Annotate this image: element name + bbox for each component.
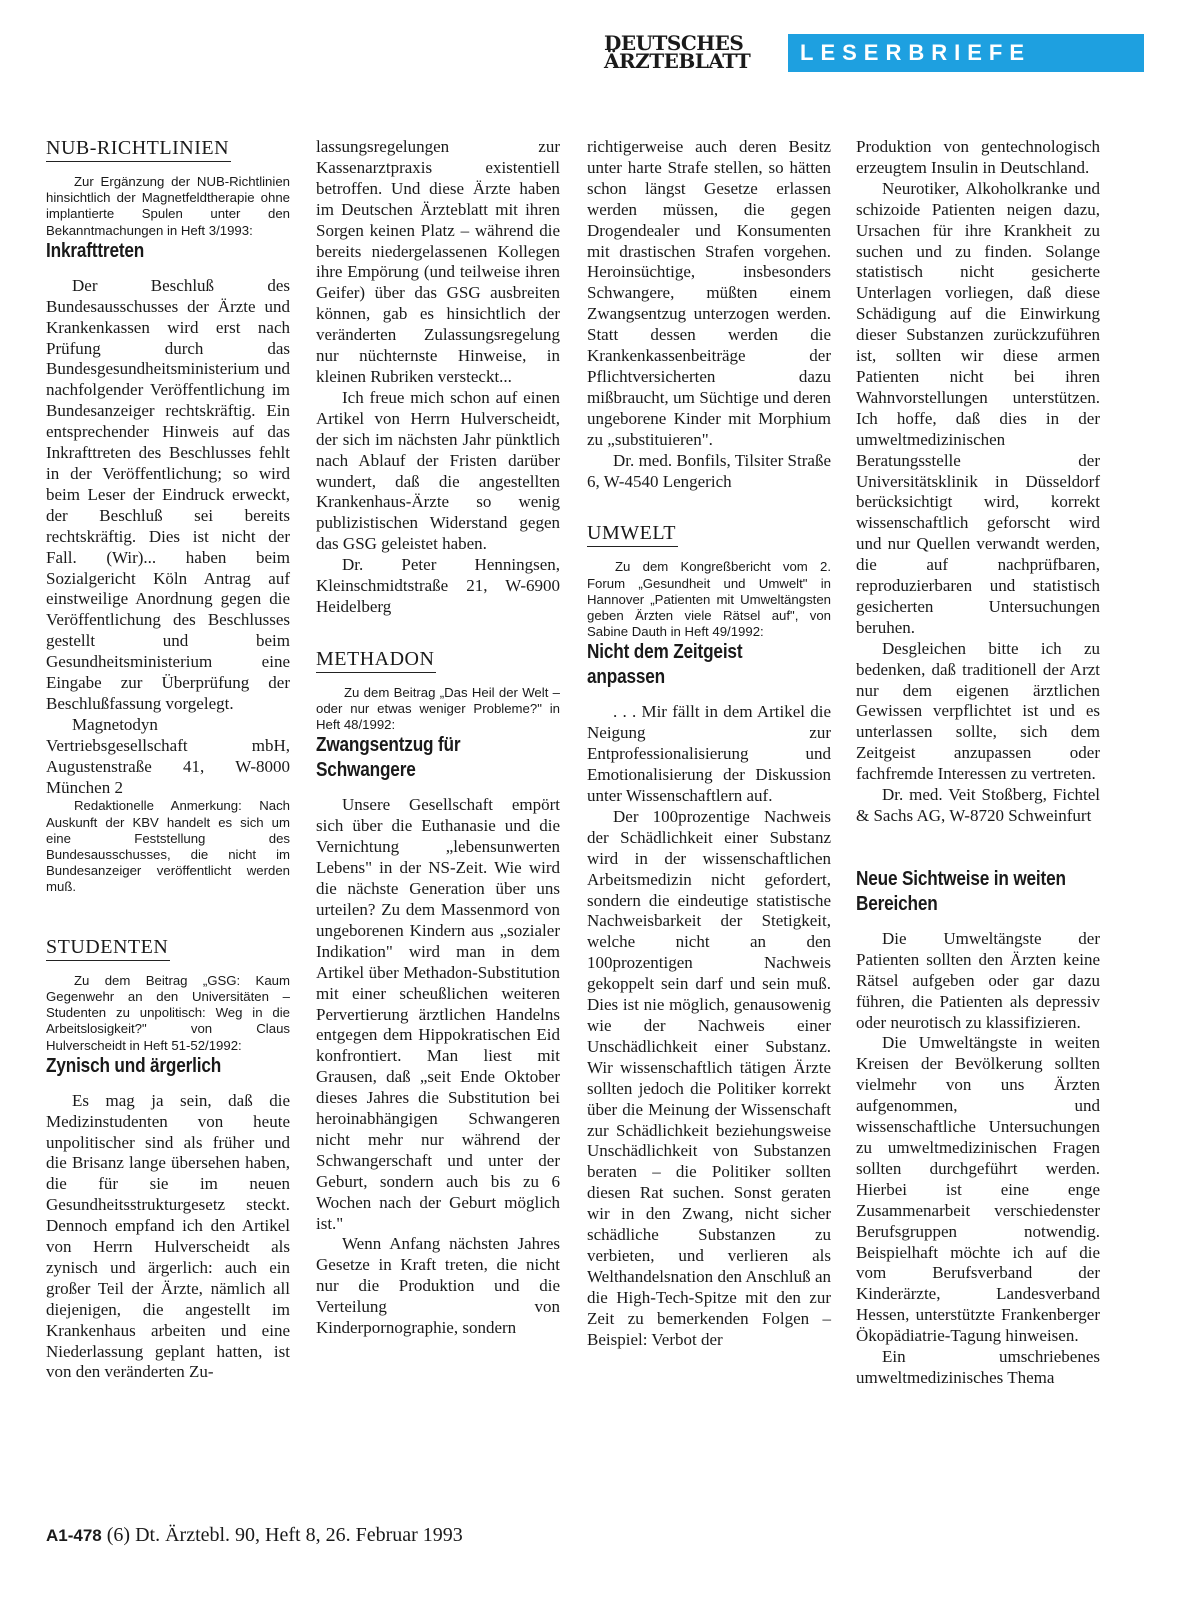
masthead: [604, 31, 1144, 74]
letter-body: Ich freue mich schon auf einen Artikel von Herrn Hulverscheidt, der sich im nächsten Jahr pünktlich nach Ablauf der Fristen darüber wundert, daß die angestellten Krankenhaus-Ärzte so wenig publizistischen Widerstand gegen das GSG geleistet haben.: [316, 387, 560, 554]
letter-signature: Magnetodyn Vertriebsgesellschaft mbH, Augustenstraße 41, W-8000 München 2: [46, 714, 290, 797]
letter-body: Ein umschriebenes umweltmedizinisches Thema: [856, 1347, 1100, 1387]
letter-body: Der Beschluß des Bundesausschusses der Ärzte und Krankenkassen wird erst nach Prüfung durch das Bundesgesundheitsministerium und nachfolgender Veröffentlichung im Bundesanzeiger rechtskräftig. Ein entsprechender Hinweis auf das Inkrafttreten des Beschlusses fehlt in der Veröffentlichung; so wird beim Leser der Eindruck erweckt, der Beschluß sei bereits rechtskräftig. Dies ist nicht der Fall. (Wir)... haben beim Sozialgericht Köln Antrag auf einstweilige Anordnung gegen die Veröffentlichung des Beschlusses gestellt und beim Gesundheitsministerium eine Eingabe zur Überprüfung der Beschlußfassung vorgelegt.: [46, 275, 290, 713]
section-gap: [587, 492, 831, 522]
rubric-methadon: METHADON: [316, 648, 436, 673]
letter-body: Produktion von gentechnologisch erzeugtem Insulin in Deutschland.: [856, 137, 1100, 177]
letter-body: Neurotiker, Alkoholkranke und schizoide Patienten neigen dazu, Ursachen für ihre Krankheit zu suchen und zu finden. Solange statistisch nicht gesicherte Unterlagen vorliegen, daß diese Schädigung auf die Einwirkung dieser Substanzen zurückzuführen ist, sollten wir diese armen Patienten nicht bei ihren Wahnvorstellungen unterstützen. Ich hoffe, daß dies in der umweltmedizinischen Beratungsstelle der Universitätsklinik in Düsseldorf berücksichtigt wird, korrekt wissenschaftlich geforscht wird und nur Quellen verwandt werden, die auf nachprüfbaren, reproduzierbaren und statistisch gesicherten Untersuchungen beruhen.: [856, 178, 1100, 637]
column-1: [46, 137, 290, 1383]
letter-headline: Nicht dem Zeitgeist anpassen: [587, 641, 743, 689]
section-gap: [46, 896, 290, 936]
page-number: A1-478: [46, 1526, 102, 1545]
letter-signature: Dr. Peter Henningsen, Kleinschmidtstraße 21, W-6900 Heidelberg: [316, 555, 560, 616]
rubric-studenten: STUDENTEN: [46, 936, 170, 961]
letter-body: richtigerweise auch deren Besitz unter harte Strafe stellen, so hätten schon längst Gesetze erlassen werden müssen, die gegen Drogendealer und Konsumenten mit drastischen Strafen vorgehen. Heroinsüchtige, insbesonders Schwangere, müßten einem Zwangsentzug unterzogen werden. Statt dessen werden die Krankenkassenbeiträge der Pflichtversicherten dazu mißbraucht, um Süchtige und deren ungeborene Kinder mit Morphium zu „substituieren".: [587, 137, 831, 449]
letter-body: lassungsregelungen zur Kassenarztpraxis existentiell betroffen. Und diese Ärzte haben im Deutschen Ärzteblatt mit ihren Sorgen keinen Platz – während die bereits niedergelassenen Kollegen ihre Empörung (und teilweise ihren Geifer) über das GSG ausbreiten können, gab es hinsichtlich der veränderten Zulassungsregelung nur nüchternste Hinweise, in kleinen Rubriken versteckt...: [316, 137, 560, 386]
letter-signature: Dr. med. Bonfils, Tilsiter Straße 6, W-4540 Lengerich: [587, 450, 831, 491]
letter-intro: Zur Ergänzung der NUB-Richtlinien hinsichtlich der Magnetfeldtherapie ohne implantierte Spulen unter den Bekanntmachungen in Heft 3/1993:: [46, 174, 290, 238]
letter-body: Unsere Gesellschaft empört sich über die Euthanasie und die Vernichtung „lebensunwerten Lebens" in der NS-Zeit. Wie wird die nächste Generation über uns urteilen? Zu dem Massenmord von ungeborenen Kindern aus „sozialer Indikation" wird man in dem Artikel über Methadon-Substitution mit einer scheußlichen weiteren Pervertierung ärztlichen Handelns entgegen dem Hippokratischen Eid konfrontiert. Man liest mit Grausen, daß „seit Ende Oktober dieses Jahres die Substitution bei heroinabhängigen Schwangeren nicht mehr nur während der Schwangerschaft und unter der Geburt, sondern auch bis zu 6 Wochen nach der Geburt möglich ist.": [316, 795, 560, 1233]
rubric-nub-richtlinien: NUB-RICHTLINIEN: [46, 137, 231, 162]
letter-intro: Zu dem Kongreßbericht vom 2. Forum „Gesundheit und Umwelt" in Hannover „Patienten mit Umweltängsten geben Ärzten viele Rätsel auf", von Sabine Dauth in Heft 49/1992:: [587, 559, 831, 640]
letter-headline: Zynisch und ärgerlich: [46, 1054, 222, 1077]
citation: (6) Dt. Ärztebl. 90, Heft 8, 26. Februar 1993: [106, 1524, 463, 1546]
letter-intro: Zu dem Beitrag „GSG: Kaum Gegenwehr an den Universitäten – Studenten zu unpolitisch: Weg in die Arbeitslosigkeit?" von Claus Hulverscheidt in Heft 51-52/1992:: [46, 972, 290, 1053]
letter-body: Desgleichen bitte ich zu bedenken, daß traditionell der Arzt nur dem eigenen ärztlichen Gewissen verpflichtet ist und es unterlassen sollte, sich dem Zeitgeist anzupassen oder fachfremde Interessen zu vertreten.: [856, 638, 1100, 784]
section-gap: [316, 618, 560, 648]
page-footer: [46, 1524, 463, 1547]
section-gap: [856, 827, 1100, 867]
letter-body: Wenn Anfang nächsten Jahres Gesetze in Kraft treten, die nicht nur die Produktion und die Verteilung von Kinderpornographie, sondern: [316, 1234, 560, 1338]
editorial-note: Redaktionelle Anmerkung: Nach Auskunft der KBV handelt es sich um eine Feststellung des Bundesausschusses, die nicht im Bundesanzeiger veröffentlicht werden muß.: [46, 798, 290, 895]
journal-title: [604, 31, 774, 73]
section-banner: [788, 34, 1144, 72]
letter-body: Die Umweltängste in weiten Kreisen der Bevölkerung sollten vielmehr von uns Ärzten aufgenommen, und wissenschaftliche Untersuchungen zu umweltmedizinischen Fragen sollten durchgeführt werden. Hierbei ist eine enge Zusammenarbeit verschiedenster Berufsgruppen notwendig. Beispielhaft möchte ich auf die vom Berufsverband der Kinderärzte, Landesverband Hessen, unterstützte Frankenberger Ökopädiatrie-Tagung hinweisen.: [856, 1033, 1100, 1346]
letter-signature: Dr. med. Veit Stoßberg, Fichtel & Sachs AG, W-8720 Schweinfurt: [856, 785, 1100, 825]
column-3: [587, 137, 831, 1351]
letter-body: . . . Mir fällt in dem Artikel die Neigung zur Entprofessionalisierung und Emotionalisierung der Diskussion unter Wissenschaftlern auf.: [587, 702, 831, 806]
section-label: LESERBRIEFE: [800, 40, 1032, 65]
rubric-umwelt: UMWELT: [587, 522, 678, 547]
column-4: [856, 137, 1100, 1389]
column-2: [316, 137, 560, 1339]
letter-headline: Zwangsentzug für Schwangere: [316, 734, 461, 782]
letter-body: Die Umweltängste der Patienten sollten den Ärzten keine Rätsel aufgeben oder gar dazu führen, die Patienten als depressiv oder neurotisch zu klassifizieren.: [856, 928, 1100, 1032]
letter-body: Der 100prozentige Nachweis der Schädlichkeit einer Substanz wird in der wissenschaftlichen Arbeitsmedizin nicht gefordert, sondern die eindeutige statistische Nachweisbarkeit der Stetigkeit, welche nicht an den 100prozentigen Nachweis gekoppelt sein darf und sein muß. Dies ist nie möglich, genausowenig wie der Nachweis einer Unschädlichkeit einer Substanz. Wir wissenschaftlich tätigen Ärzte sollten jedoch die Politiker korrekt über die Meinung der Wissenschaft zur Schädlichkeit beziehungsweise Unschädlichkeit von Substanzen beraten – die Politiker sollten diesen Rat suchen. Sonst geraten wir in den Zwang, nicht sicher schädliche Substanzen zu verbieten, und verlieren als Welthandelsnation den Anschluß an die High-Tech-Spitze mit den zur Zeit zu bemerkenden Folgen – Beispiel: Verbot der: [587, 806, 831, 1349]
journal-title-line2: ÄRZTEBLATT: [604, 49, 751, 73]
letter-headline: Inkrafttreten: [46, 239, 145, 262]
letter-body: Es mag ja sein, daß die Medizinstudenten von heute unpolitischer sind als früher und die Brisanz lange übersehen haben, die für sie im neuen Gesundheitsstrukturgesetz steckt. Dennoch empfand ich den Artikel von Herrn Hulverscheidt als zynisch und ärgerlich: auch ein großer Teil der Ärzte, nämlich all diejenigen, die angestellt im Krankenhaus arbeiten und eine Niederlassung geplant hatten, ist von den veränderten Zu-: [46, 1090, 290, 1382]
journal-title-line1: DEUTSCHES: [604, 31, 744, 55]
letter-intro: Zu dem Beitrag „Das Heil der Welt – oder nur etwas weniger Probleme?" in Heft 48/1992:: [316, 684, 560, 733]
letter-headline: Neue Sichtweise in weiten Bereichen: [856, 867, 1066, 915]
